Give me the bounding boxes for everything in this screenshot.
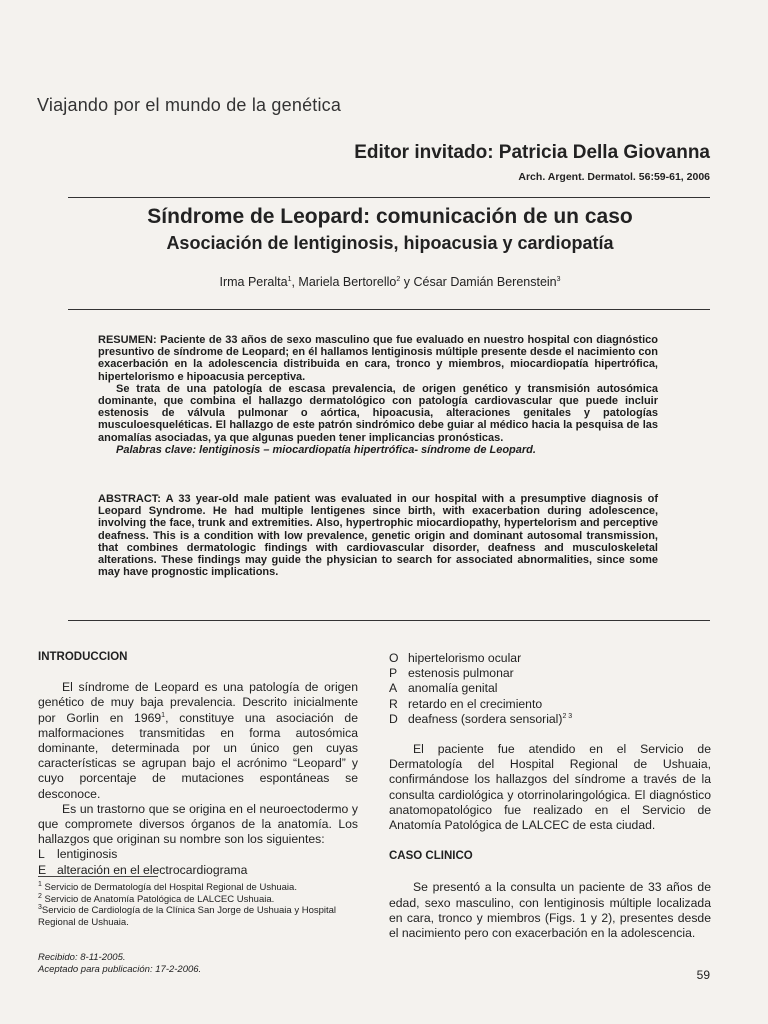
acronym-item: P estenosis pulmonar bbox=[389, 666, 514, 681]
left-column bbox=[38, 650, 358, 878]
divider-authors bbox=[68, 309, 710, 310]
guest-editor: Editor invitado: Patricia Della Giovanna bbox=[354, 142, 710, 163]
page-number: 59 bbox=[696, 968, 710, 982]
abstract-block bbox=[98, 493, 658, 578]
series-title: Viajando por el mundo de la genética bbox=[37, 95, 342, 115]
acronym-item: A anomalía genital bbox=[389, 681, 498, 696]
journal-citation: Arch. Argent. Dermatol. 56:59-61, 2006 bbox=[518, 171, 710, 183]
acronym-item: L lentiginosis bbox=[38, 847, 118, 862]
acronym-item: E alteración en el electrocardiograma bbox=[38, 862, 248, 877]
abstract-paragraph: ABSTRACT: A 33 year-old male patient was evaluated in our hospital with a presumptive diagnosis of Leopard Syndrome. He had multiple lentigenes since birth, with exacerbation during adolescence, involving the face, trunk and extremities. Also, hypertrophic miocardiopathy, hypertelorism and perceptive deafness. This is a condition with low prevalence, genetic origin and dominant autosomal transmission, that combines dermatologic findings with cardiovascular disorder, deafness and musculoskeletal alterations. These findings may guide the physician to search for associated abnormalities, since some may have prognostic implications. bbox=[98, 493, 658, 579]
article-title: Síndrome de Leopard: comunicación de un caso bbox=[147, 205, 633, 228]
footnote-3: $^3$Servicio de Cardiología de la Clínica San Jorge de Ushuaia y Hospital Regional de Ushuaia. bbox=[38, 904, 337, 928]
resumen-block bbox=[98, 334, 658, 456]
caso-paragraph-1: Se presentó a la consulta un paciente de 33 años de edad, sexo masculino, con lentiginosis múltiple localizada en cara, tronco y miembros (Figs. 1 y 2), presentes desde el nacimiento pero con exacerbación en la adolescencia. bbox=[389, 880, 711, 941]
author-3: César Damián Berenstein$^3$ bbox=[413, 275, 561, 289]
publication-dates bbox=[38, 952, 201, 976]
author-2: Mariela Bertorello$^2$ y bbox=[298, 275, 414, 289]
footnotes bbox=[38, 882, 358, 928]
acronym-item: D deafness (sordera sensorial)$^{2 3}$ bbox=[389, 711, 573, 726]
author-1: Irma Peralta$^1$, bbox=[219, 275, 299, 289]
divider-body bbox=[68, 620, 710, 621]
resumen-paragraph-2: Se trata de una patología de escasa prevalencia, de origen genético y transmisión autosómica dominante, que combina el hallazgo dermatológico con patología cardiovascular que puede incluir estenosis de válvula pulmonar o aórtica, hipoacusia, alteraciones genitales y patologías musculoesqueléticas. El hallazgo de este patrón sindrómico debe guiar al médico hacia la pesquisa de las anomalías asociadas, ya que algunas pueden tener implicancias pronósticas. bbox=[98, 382, 658, 444]
acronym-item: R retardo en el crecimiento bbox=[389, 696, 543, 711]
article-subtitle: Asociación de lentiginosis, hipoacusia y cardiopatía bbox=[166, 233, 614, 253]
footnote-2: $^2$ Servicio de Anatomía Patológica de LALCEC Ushuaia. bbox=[38, 892, 275, 905]
acronym-item: O hipertelorismo ocular bbox=[389, 651, 522, 665]
footnote-rule bbox=[38, 876, 158, 877]
resumen-paragraph-1: RESUMEN: Paciente de 33 años de sexo masculino que fue evaluado en nuestro hospital con diagnóstico presuntivo de síndrome de Leopard; en él hallamos lentiginosis múltiple presente desde el nacimiento con exacerbación en la adolescencia distribuida en cara, tronco y miembros, miocardiopatía hipertrófica, hipertelorismo e hipoacusia perceptiva. bbox=[98, 334, 658, 383]
right-column bbox=[389, 651, 711, 941]
right-paragraph-1: El paciente fue atendido en el Servicio de Dermatología del Hospital Regional de Ushuaia, confirmándose los hallazgos del síndrome a través de la consulta cardiológica y otorrinolaringológica. El diagnóstico anatomopatológico fue realizado en el Servicio de Anatomía Patológica de LALCEC de esta ciudad. bbox=[389, 742, 711, 833]
intro-paragraph-2: Es un trastorno que se origina en el neuroectodermo y que compromete diversos órganos de la anatomía. Los hallazgos que originan su nombre son los siguientes: bbox=[38, 801, 358, 847]
authors bbox=[60, 275, 720, 289]
accepted-date: Aceptado para publicación: 17-2-2006. bbox=[38, 964, 202, 975]
intro-paragraph-1: El síndrome de Leopard es una patología de origen genético de muy baja prevalencia. Descrito inicialmente por Gorlin en 1969$^1$, constituye una asociación de malformaciones transmitidas en forma autosómica dominante, determinada por un único gen cuyas características se agrupan bajo el acrónimo “Leopard” y cuyo porcentaje de mutaciones espontáneas se desconoce. bbox=[38, 680, 358, 801]
keywords: Palabras clave: lentiginosis – miocardiopatía hipertrófica- síndrome de Leopard. bbox=[116, 443, 536, 456]
received-date: Recibido: 8-11-2005. bbox=[38, 952, 126, 963]
divider-top bbox=[68, 197, 710, 198]
section-heading-introduccion: INTRODUCCION bbox=[38, 651, 128, 663]
section-heading-caso-clinico: CASO CLINICO bbox=[389, 850, 473, 863]
footnote-1: $^1$ Servicio de Dermatología del Hospital Regional de Ushuaia. bbox=[38, 880, 297, 893]
